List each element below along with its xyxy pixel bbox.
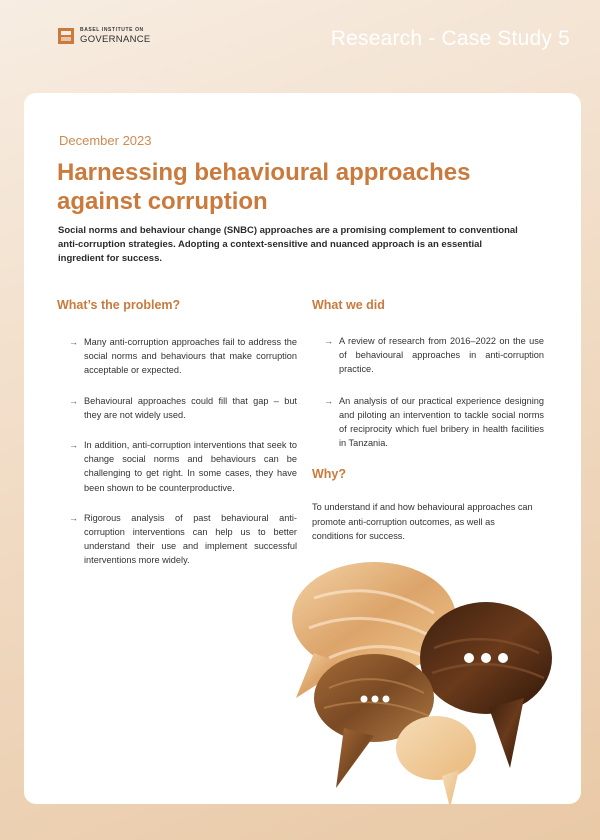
arrow-right-icon: → xyxy=(69,512,78,523)
list-item xyxy=(57,438,297,495)
logo-line-1: BASEL INSTITUTE ON xyxy=(80,27,144,33)
list-item-text: In addition, anti-corruption interventions that seek to change social norms and behaviours can be challenging to get right. In some cases, they have been shown to be counterproductive. xyxy=(84,440,297,493)
list-item-text: Many anti-corruption approaches fail to address the social norms and behaviours that make corruption acceptable or expected. xyxy=(84,337,297,376)
list-item-text: A review of research from 2016–2022 on the use of behavioural approaches in anti-corruption practice. xyxy=(339,336,544,375)
pale-speech-bubble xyxy=(396,716,476,804)
publication-date: December 2023 xyxy=(59,133,152,148)
what-we-did-heading: What we did xyxy=(312,298,385,312)
problem-list xyxy=(57,335,297,568)
arrow-right-icon: → xyxy=(69,440,78,451)
list-item xyxy=(312,394,544,451)
logo-mark-icon xyxy=(58,28,74,44)
list-item xyxy=(57,394,297,422)
arrow-right-icon: → xyxy=(69,337,78,347)
what-we-did-list xyxy=(312,334,544,450)
arrow-right-icon: → xyxy=(324,395,333,406)
what-we-did-column xyxy=(312,298,544,543)
list-item xyxy=(57,335,297,378)
series-title: Research - Case Study 5 xyxy=(330,27,570,50)
problem-column xyxy=(57,298,297,584)
speech-bubbles-illustration xyxy=(274,558,574,804)
content-card xyxy=(24,93,581,804)
arrow-right-icon: → xyxy=(324,336,333,346)
lead-paragraph: Social norms and behaviour change (SNBC) approaches are a promising complement to conventional anti-corruption strategies. Adopting a context-sensitive and nuanced approach is an essential ingredient for success. xyxy=(58,225,518,264)
list-item-text: Behavioural approaches could fill that gap – but they are not widely used. xyxy=(84,395,297,420)
why-paragraph: To understand if and how behavioural approaches can promote anti-corruption outcomes, as well as conditions for success. xyxy=(312,502,533,541)
arrow-right-icon: → xyxy=(69,395,78,406)
list-item-text: Rigorous analysis of past behavioural anti-corruption interventions can help us to better understand their use and implement successful interventions more widely. xyxy=(84,512,297,566)
list-item xyxy=(57,511,297,568)
problem-heading: What’s the problem? xyxy=(57,298,181,312)
list-item xyxy=(312,334,544,377)
header-band xyxy=(0,0,600,92)
document-title: Harnessing behavioural approaches against corruption xyxy=(57,159,471,215)
institute-logo xyxy=(58,28,151,45)
why-heading: Why? xyxy=(312,467,347,482)
list-item-text: An analysis of our practical experience designing and piloting an intervention to tackle social norms of reciprocity which fuel bribery in health facilities in Tanzania. xyxy=(339,395,544,449)
logo-line-2: GOVERNANCE xyxy=(80,34,151,45)
